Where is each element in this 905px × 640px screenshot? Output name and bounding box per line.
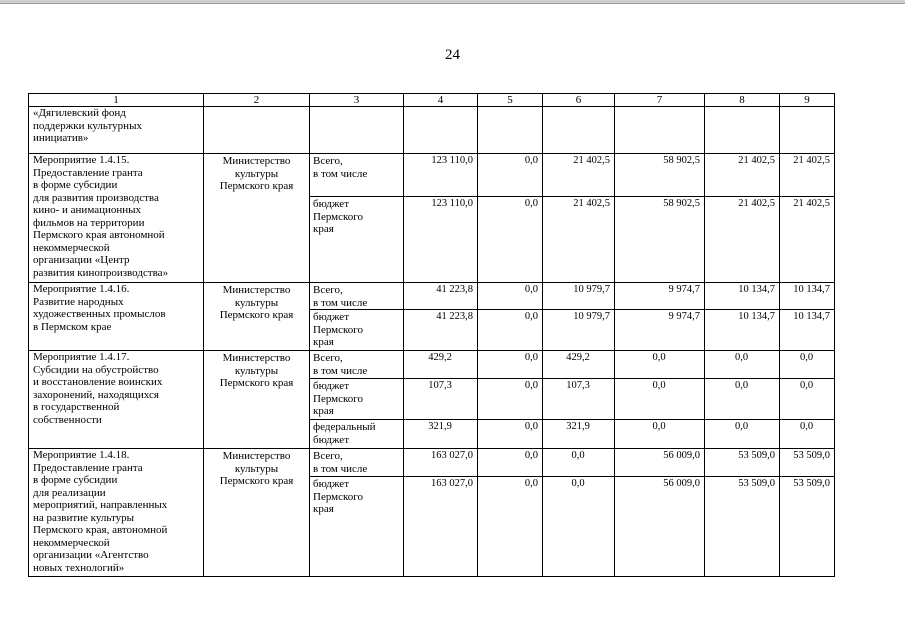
value-cell: 0,0 — [780, 351, 835, 379]
funding-source — [310, 107, 404, 154]
value-cell — [705, 107, 780, 154]
value-cell: 0,0 — [705, 379, 780, 420]
value-cell: 21 402,5 — [780, 154, 835, 197]
page-number: 24 — [445, 47, 460, 63]
value-cell: 0,0 — [478, 351, 543, 379]
value-cell: 0,0 — [780, 420, 835, 449]
program-table — [28, 93, 835, 577]
table-row — [29, 107, 835, 154]
measure-name: Мероприятие 1.4.18. Предоставление гранта в форме субсидии для реализации мероприятий, направленных на развитие культуры Пермского края, автономной некоммерческой организации «Агентство новых технологий» — [29, 449, 204, 577]
value-cell: 163 027,0 — [404, 449, 478, 477]
value-cell — [478, 107, 543, 154]
executor: Министерство культуры Пермского края — [204, 449, 310, 577]
value-cell: 41 223,8 — [404, 310, 478, 351]
value-cell: 10 134,7 — [780, 283, 835, 310]
value-cell: 21 402,5 — [705, 197, 780, 283]
table-row — [29, 154, 835, 197]
value-cell: 21 402,5 — [543, 197, 615, 283]
funding-source: Всего, в том числе — [310, 449, 404, 477]
value-cell: 10 134,7 — [705, 283, 780, 310]
value-cell — [780, 107, 835, 154]
value-cell: 0,0 — [478, 379, 543, 420]
value-cell: 0,0 — [615, 379, 705, 420]
value-cell: 10 979,7 — [543, 310, 615, 351]
funding-source: бюджет Пермского края — [310, 379, 404, 420]
value-cell: 321,9 — [404, 420, 478, 449]
funding-source: бюджет Пермского края — [310, 197, 404, 283]
value-cell: 21 402,5 — [780, 197, 835, 283]
value-cell: 107,3 — [543, 379, 615, 420]
funding-source: бюджет Пермского края — [310, 310, 404, 351]
measure-name: «Дягилевский фонд поддержки культурных инициатив» — [29, 107, 204, 154]
funding-source: Всего, в том числе — [310, 283, 404, 310]
executor — [204, 107, 310, 154]
funding-source: Всего, в том числе — [310, 351, 404, 379]
table-row — [29, 351, 835, 379]
value-cell: 123 110,0 — [404, 154, 478, 197]
value-cell: 321,9 — [543, 420, 615, 449]
header-cell: 7 — [615, 94, 705, 107]
value-cell: 9 974,7 — [615, 310, 705, 351]
value-cell: 0,0 — [478, 420, 543, 449]
value-cell: 0,0 — [478, 154, 543, 197]
funding-source: бюджет Пермского края — [310, 477, 404, 577]
value-cell: 9 974,7 — [615, 283, 705, 310]
value-cell: 0,0 — [478, 310, 543, 351]
table-row — [29, 449, 835, 477]
value-cell: 0,0 — [478, 477, 543, 577]
value-cell: 21 402,5 — [705, 154, 780, 197]
value-cell: 10 979,7 — [543, 283, 615, 310]
value-cell: 41 223,8 — [404, 283, 478, 310]
executor: Министерство культуры Пермского края — [204, 351, 310, 449]
value-cell: 0,0 — [478, 283, 543, 310]
value-cell: 107,3 — [404, 379, 478, 420]
value-cell: 10 134,7 — [705, 310, 780, 351]
value-cell: 53 509,0 — [780, 449, 835, 477]
value-cell: 21 402,5 — [543, 154, 615, 197]
value-cell: 0,0 — [615, 420, 705, 449]
measure-name: Мероприятие 1.4.15. Предоставление гранта в форме субсидии для развития производства кино- и анимационных фильмов на территории Пермского края автономной некоммерческой организации «Центр развития кинопроизводства» — [29, 154, 204, 283]
value-cell: 58 902,5 — [615, 197, 705, 283]
header-cell: 8 — [705, 94, 780, 107]
header-row — [29, 94, 835, 107]
value-cell: 0,0 — [543, 449, 615, 477]
value-cell — [543, 107, 615, 154]
header-cell: 5 — [478, 94, 543, 107]
value-cell: 58 902,5 — [615, 154, 705, 197]
value-cell: 429,2 — [404, 351, 478, 379]
header-cell: 4 — [404, 94, 478, 107]
value-cell: 123 110,0 — [404, 197, 478, 283]
value-cell: 0,0 — [705, 351, 780, 379]
funding-source: федеральный бюджет — [310, 420, 404, 449]
value-cell — [615, 107, 705, 154]
value-cell — [404, 107, 478, 154]
top-edge-rule — [0, 0, 905, 4]
funding-source: Всего, в том числе — [310, 154, 404, 197]
value-cell: 0,0 — [543, 477, 615, 577]
header-cell: 2 — [204, 94, 310, 107]
value-cell: 53 509,0 — [780, 477, 835, 577]
value-cell: 56 009,0 — [615, 449, 705, 477]
table-row — [29, 283, 835, 310]
value-cell: 0,0 — [780, 379, 835, 420]
value-cell: 0,0 — [615, 351, 705, 379]
value-cell: 0,0 — [705, 420, 780, 449]
header-cell: 1 — [29, 94, 204, 107]
value-cell: 0,0 — [478, 449, 543, 477]
value-cell: 53 509,0 — [705, 449, 780, 477]
executor: Министерство культуры Пермского края — [204, 283, 310, 351]
value-cell: 53 509,0 — [705, 477, 780, 577]
header-cell: 6 — [543, 94, 615, 107]
value-cell: 56 009,0 — [615, 477, 705, 577]
value-cell: 163 027,0 — [404, 477, 478, 577]
measure-name: Мероприятие 1.4.16. Развитие народных художественных промыслов в Пермском крае — [29, 283, 204, 351]
header-cell: 9 — [780, 94, 835, 107]
measure-name: Мероприятие 1.4.17. Субсидии на обустройство и восстановление воинских захоронений, находящихся в государственной собственности — [29, 351, 204, 449]
header-cell: 3 — [310, 94, 404, 107]
value-cell: 0,0 — [478, 197, 543, 283]
value-cell: 10 134,7 — [780, 310, 835, 351]
executor: Министерство культуры Пермского края — [204, 154, 310, 283]
value-cell: 429,2 — [543, 351, 615, 379]
